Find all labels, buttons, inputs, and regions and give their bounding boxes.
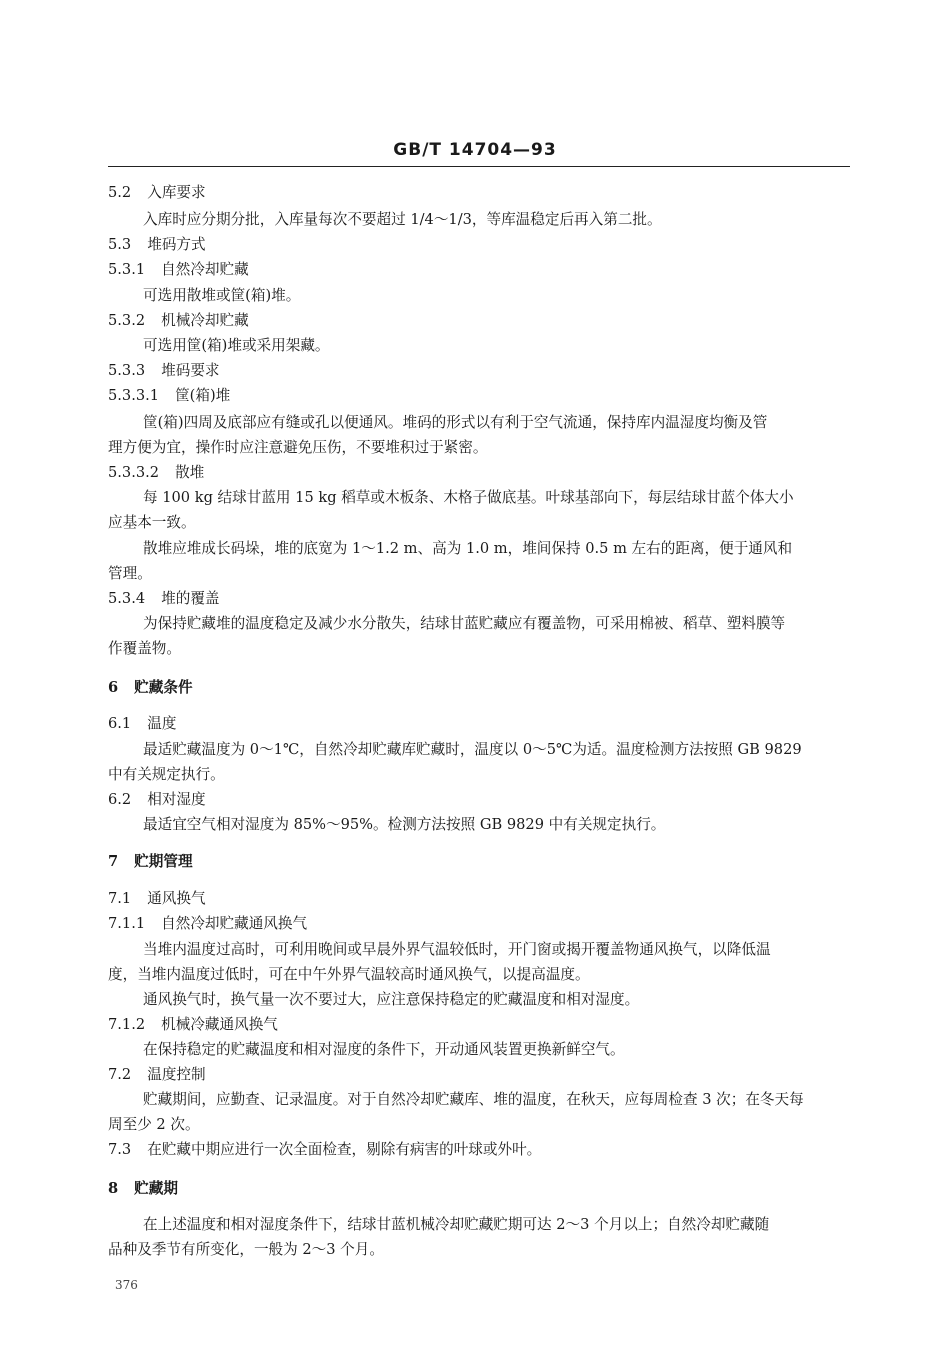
paragraph-line: 在上述温度和相对湿度条件下，结球甘蓝机械冷却贮藏贮期可达 2～3 个月以上；自然冷却贮藏随 bbox=[143, 1216, 770, 1233]
section-heading-7: 7 贮期管理 bbox=[108, 853, 193, 870]
heading-6-2: 6.2 相对湿度 bbox=[108, 791, 206, 808]
section-heading-8: 8 贮藏期 bbox=[108, 1180, 178, 1197]
paragraph-line: 品种及季节有所变化，一般为 2～3 个月。 bbox=[108, 1241, 384, 1258]
paragraph-line: 度，当堆内温度过低时，可在中午外界气温较高时通风换气，以提高温度。 bbox=[108, 966, 590, 983]
paragraph-line: 最适贮藏温度为 0～1℃，自然冷却贮藏库贮藏时，温度以 0～5℃为适。温度检测方法按照 GB 9829 bbox=[143, 741, 802, 758]
paragraph-line: 通风换气时，换气量一次不要过大，应注意保持稳定的贮藏温度和相对湿度。 bbox=[143, 991, 640, 1008]
header-rule bbox=[108, 166, 850, 167]
heading-6-1: 6.1 温度 bbox=[108, 715, 177, 732]
paragraph-line: 最适宜空气相对湿度为 85%～95%。检测方法按照 GB 9829 中有关规定执行。 bbox=[143, 816, 666, 833]
standard-header: GB/T 14704—93 bbox=[393, 140, 557, 160]
paragraph-line: 为保持贮藏堆的温度稳定及减少水分散失，结球甘蓝贮藏应有覆盖物，可采用棉被、稻草、塑料膜等 bbox=[143, 615, 786, 632]
heading-5-3-3: 5.3.3 堆码要求 bbox=[108, 362, 220, 379]
paragraph-line: 在保持稳定的贮藏温度和相对湿度的条件下，开动通风装置更换新鲜空气。 bbox=[143, 1041, 625, 1058]
paragraph-line: 作覆盖物。 bbox=[108, 640, 181, 657]
heading-5-3: 5.3 堆码方式 bbox=[108, 236, 206, 253]
heading-5-3-4: 5.3.4 堆的覆盖 bbox=[108, 590, 220, 607]
paragraph-line: 周至少 2 次。 bbox=[108, 1116, 200, 1133]
heading-5-3-3-2: 5.3.3.2 散堆 bbox=[108, 464, 205, 481]
paragraph-line: 筐(箱)四周及底部应有缝或孔以便通风。堆码的形式以有利于空气流通，保持库内温湿度均衡及管 bbox=[143, 414, 768, 431]
paragraph-line: 理方便为宜，操作时应注意避免压伤，不要堆积过于紧密。 bbox=[108, 439, 488, 456]
paragraph-line: 管理。 bbox=[108, 565, 152, 582]
paragraph-line: 贮藏期间，应勤查、记录温度。对于自然冷却贮藏库、堆的温度，在秋天，应每周检查 3 次；在冬天每 bbox=[143, 1091, 804, 1108]
heading-7-2: 7.2 温度控制 bbox=[108, 1066, 206, 1083]
paragraph-line: 应基本一致。 bbox=[108, 514, 196, 531]
paragraph-line: 当堆内温度过高时，可利用晚间或早晨外界气温较低时，开门窗或揭开覆盖物通风换气，以降低温 bbox=[143, 941, 771, 958]
heading-5-2: 5.2 入库要求 bbox=[108, 184, 206, 201]
heading-5-3-3-1: 5.3.3.1 筐(箱)堆 bbox=[108, 387, 231, 404]
heading-7-1-1: 7.1.1 自然冷却贮藏通风换气 bbox=[108, 915, 308, 932]
heading-5-3-2: 5.3.2 机械冷却贮藏 bbox=[108, 312, 249, 329]
heading-7-1-2: 7.1.2 机械冷藏通风换气 bbox=[108, 1016, 278, 1033]
section-heading-6: 6 贮藏条件 bbox=[108, 679, 193, 696]
paragraph-line: 入库时应分期分批，入库量每次不要超过 1/4～1/3，等库温稳定后再入第二批。 bbox=[143, 211, 662, 228]
page-number: 376 bbox=[115, 1278, 138, 1292]
paragraph-line: 可选用散堆或筐(箱)堆。 bbox=[143, 287, 301, 304]
paragraph-line: 可选用筐(箱)堆或采用架藏。 bbox=[143, 337, 330, 354]
heading-7-3: 7.3 在贮藏中期应进行一次全面检查，剔除有病害的叶球或外叶。 bbox=[108, 1141, 542, 1158]
heading-5-3-1: 5.3.1 自然冷却贮藏 bbox=[108, 261, 249, 278]
paragraph-line: 中有关规定执行。 bbox=[108, 766, 225, 783]
paragraph-line: 散堆应堆成长码垛，堆的底宽为 1～1.2 m、高为 1.0 m，堆间保持 0.5 m 左右的距离，便于通风和 bbox=[143, 540, 793, 557]
heading-7-1: 7.1 通风换气 bbox=[108, 890, 206, 907]
paragraph-line: 每 100 kg 结球甘蓝用 15 kg 稻草或木板条、木格子做底基。叶球基部向下，每层结球甘蓝个体大小 bbox=[143, 489, 794, 506]
